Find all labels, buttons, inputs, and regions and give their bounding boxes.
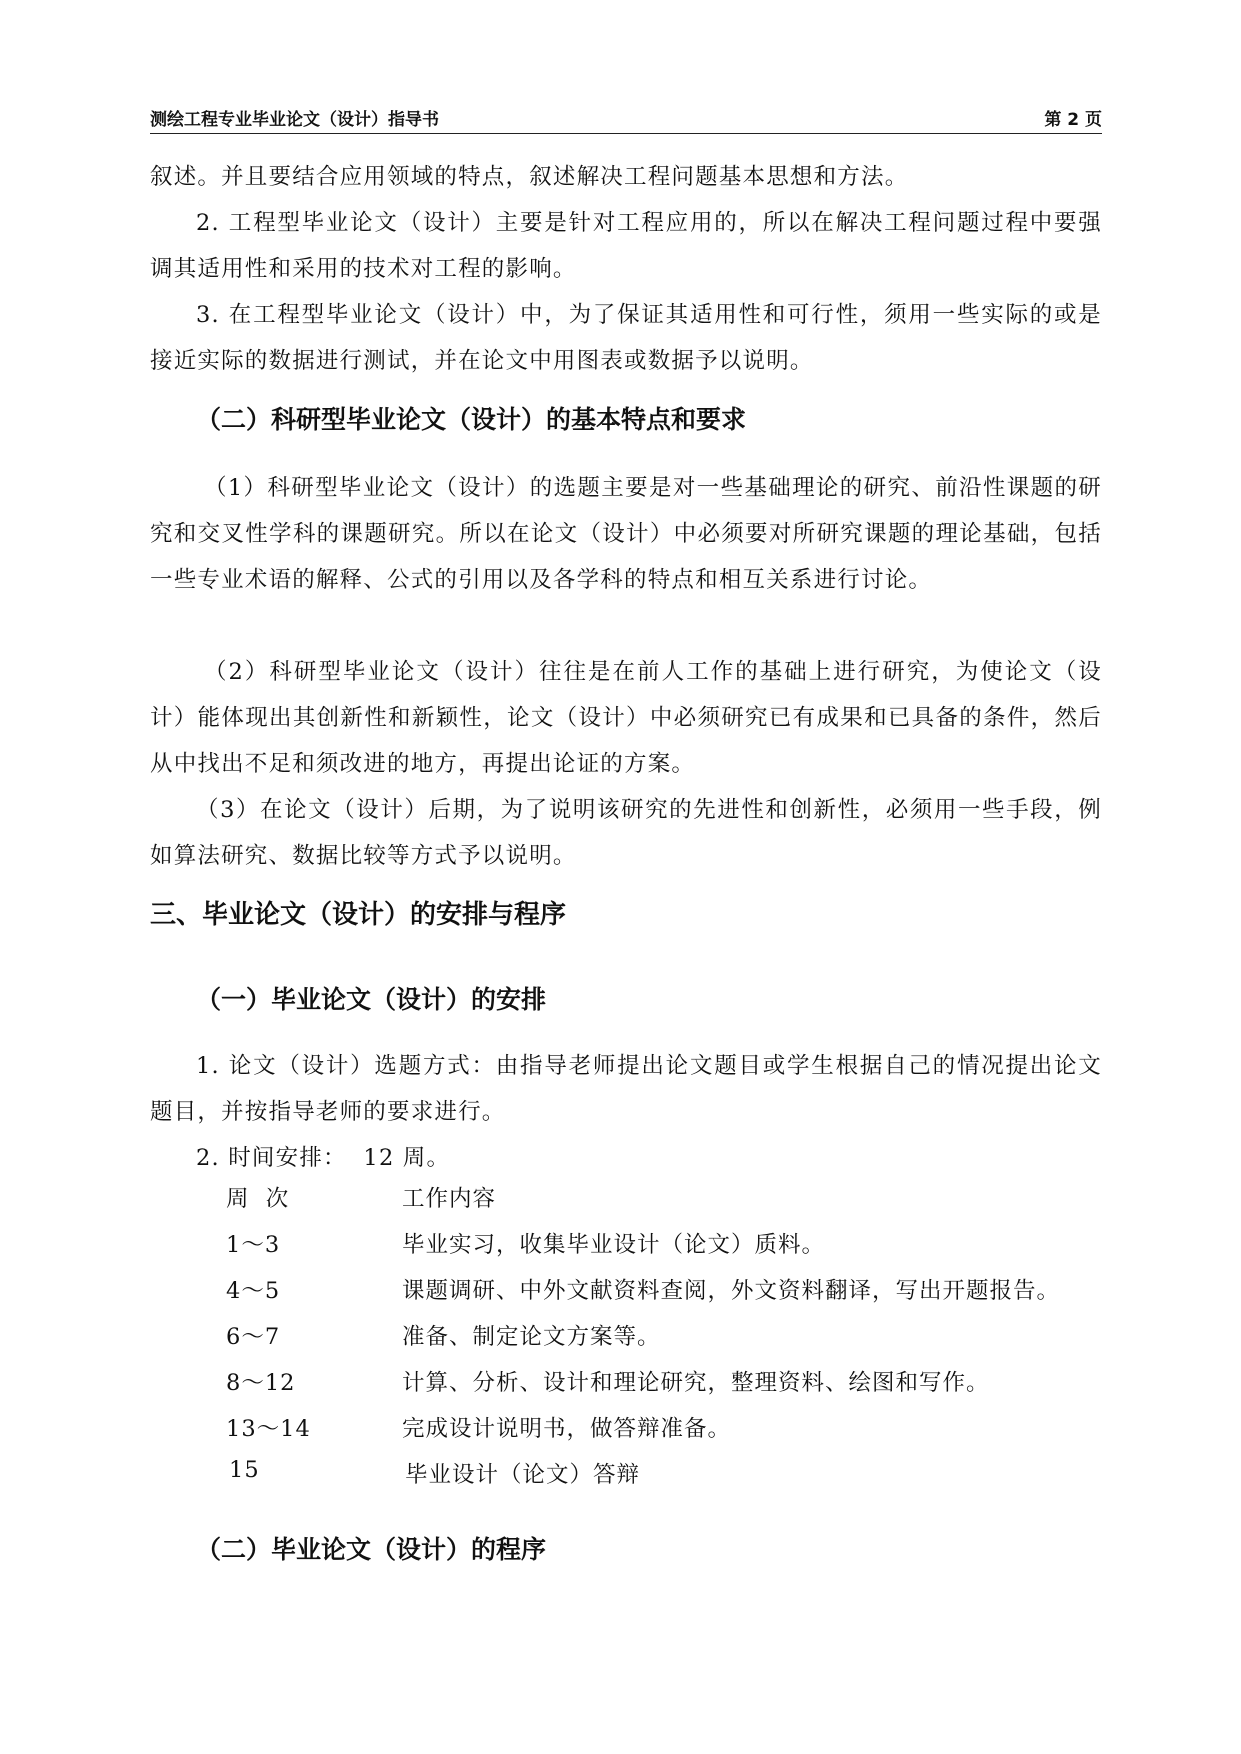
schedule-week: 6～7 <box>226 1324 281 1350</box>
schedule-content: 计算、分析、设计和理论研究，整理资料、绘图和写作。 <box>402 1370 990 1396</box>
paragraph-continuation: 叙述。并且要结合应用领域的特点，叙述解决工程问题基本思想和方法。 <box>150 164 909 190</box>
schedule-content: 准备、制定论文方案等。 <box>402 1324 661 1350</box>
schedule-content: 课题调研、中外文献资料查阅，外文资料翻译，写出开题报告。 <box>402 1278 1061 1304</box>
paragraph-topic-selection: 1. 论文（设计）选题方式：由指导老师提出论文题目或学生根据自己的情况提出论文题目，并按指导老师的要求进行。 <box>150 1053 1102 1125</box>
paragraph-research-3: （3）在论文（设计）后期，为了说明该研究的先进性和创新性，必须用一些手段，例如算法研究、数据比较等方式予以说明。 <box>150 797 1102 869</box>
schedule-week: 15 <box>229 1457 260 1483</box>
paragraph-engineering-2: 2. 工程型毕业论文（设计）主要是针对工程应用的，所以在解决工程问题过程中要强调其适用性和采用的技术对工程的影响。 <box>150 210 1102 282</box>
schedule-header-content: 工作内容 <box>402 1186 497 1212</box>
paragraph-time-schedule: 2. 时间安排： 12 周。 <box>196 1145 451 1171</box>
paragraph-research-1: （1）科研型毕业论文（设计）的选题主要是对一些基础理论的研究、前沿性课题的研究和交叉性学科的课题研究。所以在论文（设计）中必须要对所研究课题的理论基础，包括一些专业术语的解释、公式的引用以及各学科的特点和相互关系进行讨论。 <box>150 475 1102 593</box>
heading-arrangement: （一）毕业论文（设计）的安排 <box>196 985 547 1014</box>
page-number: 第 2 页 <box>1044 110 1102 130</box>
schedule-content: 毕业实习，收集毕业设计（论文）质料。 <box>402 1232 826 1258</box>
header-title: 测绘工程专业毕业论文（设计）指导书 <box>150 110 439 130</box>
schedule-week: 4～5 <box>226 1278 281 1304</box>
schedule-header-week: 周 次 <box>226 1186 290 1212</box>
heading-section-3: 三、毕业论文（设计）的安排与程序 <box>150 900 567 930</box>
schedule-week: 1～3 <box>226 1232 281 1258</box>
schedule-content: 毕业设计（论文）答辩 <box>405 1462 641 1488</box>
schedule-content: 完成设计说明书，做答辩准备。 <box>402 1416 732 1442</box>
heading-research-type: （二）科研型毕业论文（设计）的基本特点和要求 <box>196 405 747 434</box>
heading-procedure: （二）毕业论文（设计）的程序 <box>196 1535 547 1564</box>
paragraph-engineering-3: 3. 在工程型毕业论文（设计）中，为了保证其适用性和可行性，须用一些实际的或是接近实际的数据进行测试，并在论文中用图表或数据予以说明。 <box>150 302 1102 374</box>
schedule-week: 8～12 <box>226 1370 296 1396</box>
paragraph-research-2: （2）科研型毕业论文（设计）往往是在前人工作的基础上进行研究，为使论文（设计）能体现出其创新性和新颖性，论文（设计）中必须研究已有成果和已具备的条件，然后从中找出不足和须改进的地方，再提出论证的方案。 <box>150 659 1102 777</box>
page-header <box>150 103 1102 134</box>
schedule-week: 13～14 <box>226 1416 311 1442</box>
